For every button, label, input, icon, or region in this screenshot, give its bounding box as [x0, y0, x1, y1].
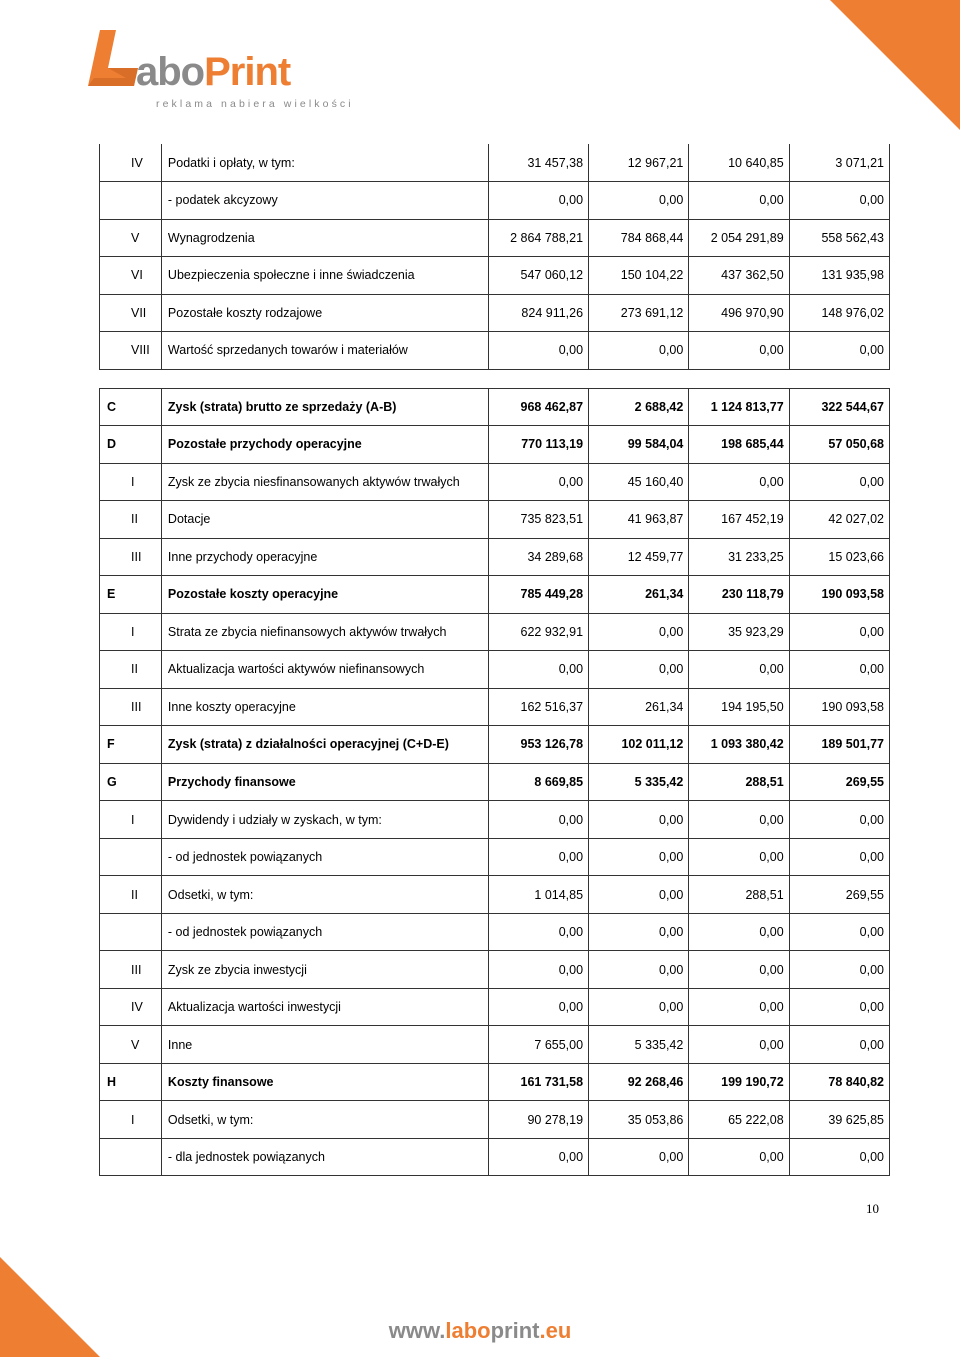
table-row	[100, 257, 890, 295]
value-cell-col1: 2 864 788,21	[488, 219, 588, 257]
page-number: 10	[866, 1201, 879, 1216]
value-cell-col4: 0,00	[789, 951, 889, 989]
row-label-cell: Wartość sprzedanych towarów i materiałów	[161, 332, 488, 370]
value-cell-col4: 558 562,43	[789, 219, 889, 257]
value-cell-col2: 0,00	[589, 332, 689, 370]
value-cell-col4: 0,00	[789, 613, 889, 651]
value-cell-col4: 0,00	[789, 801, 889, 839]
corner-decoration-top-right	[830, 0, 960, 130]
value-cell-col2: 45 160,40	[589, 463, 689, 501]
value-cell-col4: 190 093,58	[789, 576, 889, 614]
row-number-cell: V	[100, 1026, 162, 1064]
gap-cell	[689, 369, 789, 388]
value-cell-col2: 0,00	[589, 801, 689, 839]
gap-cell	[161, 369, 488, 388]
value-cell-col1: 31 457,38	[488, 144, 588, 182]
value-cell-col4: 148 976,02	[789, 294, 889, 332]
row-number-cell: VII	[100, 294, 162, 332]
value-cell-col1: 735 823,51	[488, 501, 588, 539]
footer-url-print: print	[490, 1318, 540, 1343]
gap-cell	[100, 369, 162, 388]
table-row	[100, 501, 890, 539]
value-cell-col2: 2 688,42	[589, 388, 689, 426]
row-number-cell: E	[100, 576, 162, 614]
table-row	[100, 294, 890, 332]
value-cell-col1: 824 911,26	[488, 294, 588, 332]
row-number-cell: I	[100, 801, 162, 839]
value-cell-col1: 8 669,85	[488, 763, 588, 801]
row-number-cell: III	[100, 951, 162, 989]
value-cell-col4: 269,55	[789, 876, 889, 914]
row-number-cell: G	[100, 763, 162, 801]
value-cell-col4: 0,00	[789, 463, 889, 501]
section-gap	[100, 369, 890, 388]
value-cell-col2: 35 053,86	[589, 1101, 689, 1139]
row-number-cell: IV	[100, 144, 162, 182]
value-cell-col2: 5 335,42	[589, 1026, 689, 1064]
row-label-cell: - od jednostek powiązanych	[161, 838, 488, 876]
value-cell-col2: 99 584,04	[589, 426, 689, 464]
table-row	[100, 801, 890, 839]
row-label-cell: Odsetki, w tym:	[161, 876, 488, 914]
table-row	[100, 388, 890, 426]
row-number-cell	[100, 913, 162, 951]
value-cell-col1: 0,00	[488, 463, 588, 501]
value-cell-col1: 0,00	[488, 988, 588, 1026]
value-cell-col3: 1 124 813,77	[689, 388, 789, 426]
table-row	[100, 332, 890, 370]
footer-website-url	[0, 1318, 960, 1344]
value-cell-col3: 0,00	[689, 988, 789, 1026]
row-label-cell: Zysk ze zbycia inwestycji	[161, 951, 488, 989]
value-cell-col3: 230 118,79	[689, 576, 789, 614]
value-cell-col2: 0,00	[589, 651, 689, 689]
table-row	[100, 463, 890, 501]
value-cell-col3: 0,00	[689, 1026, 789, 1064]
value-cell-col2: 273 691,12	[589, 294, 689, 332]
row-label-cell: Podatki i opłaty, w tym:	[161, 144, 488, 182]
value-cell-col4: 15 023,66	[789, 538, 889, 576]
row-number-cell: V	[100, 219, 162, 257]
row-label-cell: Dotacje	[161, 501, 488, 539]
value-cell-col4: 0,00	[789, 913, 889, 951]
value-cell-col3: 194 195,50	[689, 688, 789, 726]
row-number-cell: I	[100, 613, 162, 651]
row-number-cell	[100, 1138, 162, 1176]
row-label-cell: Pozostałe koszty rodzajowe	[161, 294, 488, 332]
table-row	[100, 651, 890, 689]
value-cell-col1: 0,00	[488, 651, 588, 689]
table-row	[100, 951, 890, 989]
row-label-cell: Pozostałe koszty operacyjne	[161, 576, 488, 614]
value-cell-col3: 167 452,19	[689, 501, 789, 539]
table-row	[100, 219, 890, 257]
value-cell-col3: 288,51	[689, 876, 789, 914]
row-number-cell: IV	[100, 988, 162, 1026]
value-cell-col3: 31 233,25	[689, 538, 789, 576]
value-cell-col4: 190 093,58	[789, 688, 889, 726]
value-cell-col4: 269,55	[789, 763, 889, 801]
gap-cell	[488, 369, 588, 388]
value-cell-col4: 39 625,85	[789, 1101, 889, 1139]
row-number-cell: III	[100, 538, 162, 576]
value-cell-col2: 102 011,12	[589, 726, 689, 764]
row-number-cell: I	[100, 1101, 162, 1139]
value-cell-col3: 35 923,29	[689, 613, 789, 651]
value-cell-col3: 0,00	[689, 651, 789, 689]
value-cell-col1: 0,00	[488, 838, 588, 876]
table-row	[100, 426, 890, 464]
gap-cell	[589, 369, 689, 388]
value-cell-col4: 3 071,21	[789, 144, 889, 182]
value-cell-col4: 57 050,68	[789, 426, 889, 464]
value-cell-col2: 0,00	[589, 988, 689, 1026]
row-label-cell: Strata ze zbycia niefinansowych aktywów trwałych	[161, 613, 488, 651]
logo-wordmark	[136, 50, 290, 95]
value-cell-col3: 0,00	[689, 332, 789, 370]
value-cell-col3: 0,00	[689, 838, 789, 876]
value-cell-col3: 1 093 380,42	[689, 726, 789, 764]
row-label-cell: Zysk ze zbycia niesfinansowanych aktywów trwałych	[161, 463, 488, 501]
value-cell-col4: 0,00	[789, 1138, 889, 1176]
row-number-cell	[100, 182, 162, 220]
value-cell-col1: 622 932,91	[488, 613, 588, 651]
logo-text-print: Print	[204, 50, 291, 94]
row-number-cell: II	[100, 501, 162, 539]
table-row	[100, 913, 890, 951]
table-row	[100, 1026, 890, 1064]
value-cell-col2: 0,00	[589, 913, 689, 951]
row-label-cell: - podatek akcyzowy	[161, 182, 488, 220]
row-number-cell: II	[100, 651, 162, 689]
table-row	[100, 613, 890, 651]
value-cell-col2: 261,34	[589, 688, 689, 726]
value-cell-col3: 0,00	[689, 463, 789, 501]
laboprint-logo	[86, 24, 356, 110]
value-cell-col4: 0,00	[789, 332, 889, 370]
value-cell-col2: 784 868,44	[589, 219, 689, 257]
row-label-cell: Wynagrodzenia	[161, 219, 488, 257]
table-row	[100, 688, 890, 726]
row-label-cell: Aktualizacja wartości inwestycji	[161, 988, 488, 1026]
value-cell-col1: 0,00	[488, 913, 588, 951]
value-cell-col3: 0,00	[689, 1138, 789, 1176]
value-cell-col3: 0,00	[689, 951, 789, 989]
logo-text-abo: abo	[136, 50, 205, 94]
row-label-cell: Koszty finansowe	[161, 1063, 488, 1101]
value-cell-col4: 0,00	[789, 182, 889, 220]
value-cell-col1: 0,00	[488, 332, 588, 370]
value-cell-col4: 131 935,98	[789, 257, 889, 295]
row-number-cell: III	[100, 688, 162, 726]
table-row	[100, 1101, 890, 1139]
value-cell-col4: 42 027,02	[789, 501, 889, 539]
row-number-cell: C	[100, 388, 162, 426]
value-cell-col2: 41 963,87	[589, 501, 689, 539]
row-number-cell: D	[100, 426, 162, 464]
value-cell-col4: 0,00	[789, 988, 889, 1026]
value-cell-col1: 34 289,68	[488, 538, 588, 576]
value-cell-col2: 0,00	[589, 951, 689, 989]
value-cell-col2: 92 268,46	[589, 1063, 689, 1101]
row-number-cell: VIII	[100, 332, 162, 370]
value-cell-col3: 0,00	[689, 182, 789, 220]
row-label-cell: Inne przychody operacyjne	[161, 538, 488, 576]
value-cell-col3: 2 054 291,89	[689, 219, 789, 257]
value-cell-col2: 0,00	[589, 182, 689, 220]
value-cell-col1: 0,00	[488, 801, 588, 839]
row-label-cell: - dla jednostek powiązanych	[161, 1138, 488, 1176]
row-number-cell: H	[100, 1063, 162, 1101]
table-row	[100, 1138, 890, 1176]
row-number-cell: II	[100, 876, 162, 914]
footer-url-tld: .eu	[539, 1318, 572, 1343]
row-number-cell	[100, 838, 162, 876]
value-cell-col3: 199 190,72	[689, 1063, 789, 1101]
table-row	[100, 576, 890, 614]
financial-report-table	[99, 144, 890, 1176]
value-cell-col3: 65 222,08	[689, 1101, 789, 1139]
value-cell-col4: 322 544,67	[789, 388, 889, 426]
value-cell-col2: 150 104,22	[589, 257, 689, 295]
value-cell-col1: 785 449,28	[488, 576, 588, 614]
value-cell-col2: 261,34	[589, 576, 689, 614]
row-label-cell: Inne	[161, 1026, 488, 1064]
value-cell-col1: 770 113,19	[488, 426, 588, 464]
row-number-cell: VI	[100, 257, 162, 295]
row-label-cell: Pozostałe przychody operacyjne	[161, 426, 488, 464]
value-cell-col1: 953 126,78	[488, 726, 588, 764]
logo-tagline: reklama nabiera wielkości	[156, 98, 354, 110]
value-cell-col1: 0,00	[488, 951, 588, 989]
value-cell-col3: 198 685,44	[689, 426, 789, 464]
table-row	[100, 838, 890, 876]
table-row	[100, 876, 890, 914]
value-cell-col1: 90 278,19	[488, 1101, 588, 1139]
value-cell-col1: 968 462,87	[488, 388, 588, 426]
value-cell-col2: 0,00	[589, 838, 689, 876]
value-cell-col2: 5 335,42	[589, 763, 689, 801]
row-label-cell: Inne koszty operacyjne	[161, 688, 488, 726]
value-cell-col1: 0,00	[488, 182, 588, 220]
value-cell-col4: 0,00	[789, 838, 889, 876]
value-cell-col3: 496 970,90	[689, 294, 789, 332]
row-label-cell: Odsetki, w tym:	[161, 1101, 488, 1139]
footer-url-www: www.	[388, 1318, 446, 1343]
value-cell-col3: 288,51	[689, 763, 789, 801]
row-label-cell: Dywidendy i udziały w zyskach, w tym:	[161, 801, 488, 839]
value-cell-col1: 1 014,85	[488, 876, 588, 914]
row-label-cell: Zysk (strata) brutto ze sprzedaży (A-B)	[161, 388, 488, 426]
row-label-cell: Przychody finansowe	[161, 763, 488, 801]
value-cell-col4: 0,00	[789, 651, 889, 689]
table-row	[100, 182, 890, 220]
value-cell-col1: 161 731,58	[488, 1063, 588, 1101]
value-cell-col3: 0,00	[689, 913, 789, 951]
table-row	[100, 1063, 890, 1101]
value-cell-col4: 189 501,77	[789, 726, 889, 764]
value-cell-col2: 0,00	[589, 1138, 689, 1176]
gap-cell	[789, 369, 889, 388]
value-cell-col3: 0,00	[689, 801, 789, 839]
table-row	[100, 144, 890, 182]
footer-url-labo: labo	[445, 1318, 491, 1343]
value-cell-col3: 437 362,50	[689, 257, 789, 295]
table-row	[100, 726, 890, 764]
row-label-cell: Zysk (strata) z działalności operacyjnej (C+D-E)	[161, 726, 488, 764]
value-cell-col1: 7 655,00	[488, 1026, 588, 1064]
row-number-cell: I	[100, 463, 162, 501]
row-number-cell: F	[100, 726, 162, 764]
value-cell-col1: 162 516,37	[488, 688, 588, 726]
value-cell-col1: 547 060,12	[488, 257, 588, 295]
value-cell-col2: 12 967,21	[589, 144, 689, 182]
row-label-cell: Ubezpieczenia społeczne i inne świadczenia	[161, 257, 488, 295]
row-label-cell: - od jednostek powiązanych	[161, 913, 488, 951]
value-cell-col1: 0,00	[488, 1138, 588, 1176]
value-cell-col2: 0,00	[589, 613, 689, 651]
value-cell-col3: 10 640,85	[689, 144, 789, 182]
table-row	[100, 763, 890, 801]
row-label-cell: Aktualizacja wartości aktywów niefinansowych	[161, 651, 488, 689]
value-cell-col4: 0,00	[789, 1026, 889, 1064]
value-cell-col2: 0,00	[589, 876, 689, 914]
table-row	[100, 988, 890, 1026]
value-cell-col4: 78 840,82	[789, 1063, 889, 1101]
table-row	[100, 538, 890, 576]
value-cell-col2: 12 459,77	[589, 538, 689, 576]
